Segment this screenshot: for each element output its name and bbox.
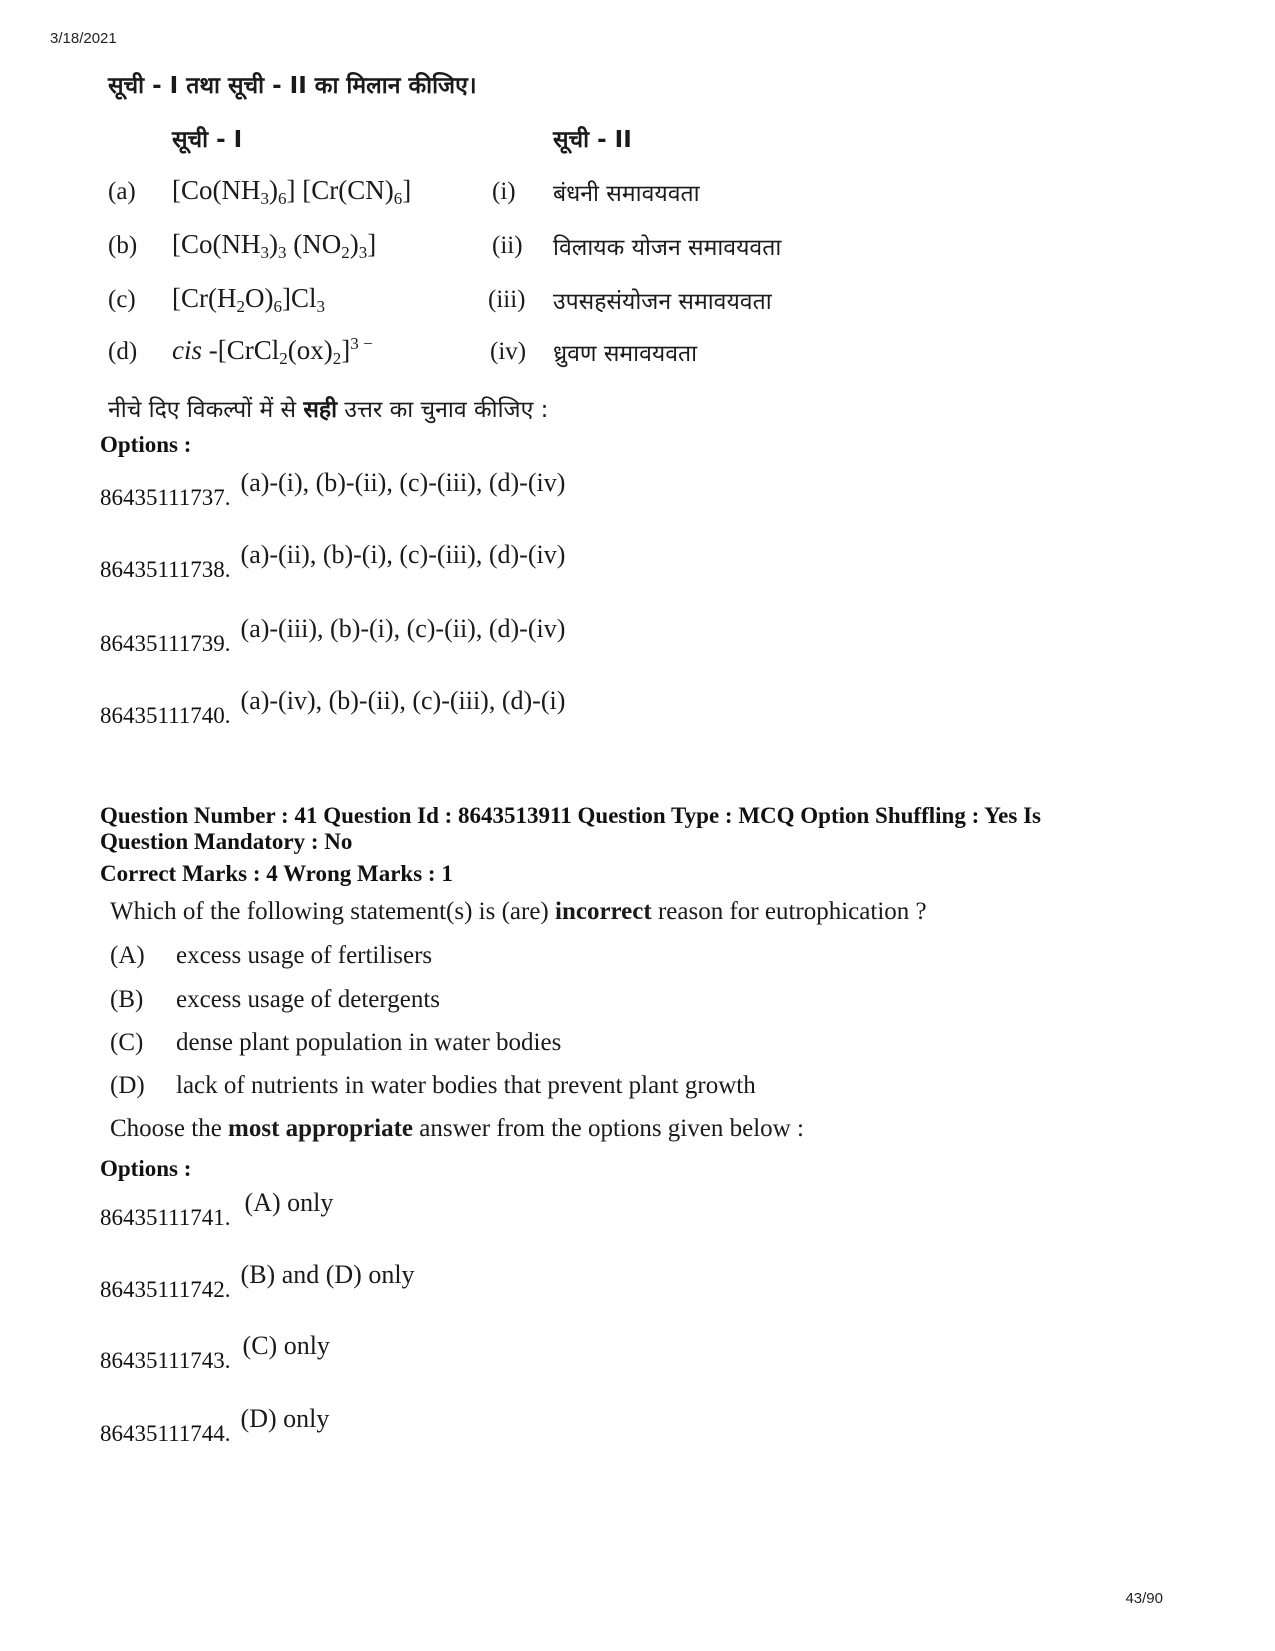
list2-text-iv: ध्रुवण समावयवता: [553, 341, 698, 367]
option-text: (A) only: [244, 1188, 334, 1217]
formula-b: [$Co(NH_3)_3$ $(NO_2)_3$]: [172, 229, 377, 262]
option-row[interactable]: [100, 1260, 415, 1302]
list2-text-i: बंधनी समावयवता: [553, 181, 700, 207]
choose-correct-instruction: नीचे दिए विकल्पों में से सही उत्तर का चुनाव कीजिए :: [108, 397, 549, 423]
option-row[interactable]: [100, 1404, 330, 1446]
option-row[interactable]: [100, 614, 566, 656]
formula-d: cis $-[CrCl_2(ox)_2]^{3 -}$: [172, 334, 373, 368]
option-id: 86435111741.: [100, 1205, 231, 1230]
list2-label-ii: (ii): [492, 232, 523, 259]
list1-label-c: (c): [108, 286, 136, 313]
option-row[interactable]: [100, 1331, 330, 1373]
list1-label-a: (a): [108, 178, 136, 205]
formula-c: $[Cr(H_2O)_6]Cl_3$: [172, 283, 325, 316]
option-row[interactable]: [100, 1188, 334, 1230]
option-row[interactable]: [100, 686, 566, 728]
option-text: (D) only: [240, 1404, 330, 1433]
option-text: (a)-(iv), (b)-(ii), (c)-(iii), (d)-(i): [240, 686, 566, 715]
option-row[interactable]: [100, 468, 566, 510]
list2-text-ii: विलायक योजन समावयवता: [553, 235, 782, 261]
option-id: 86435111739.: [100, 631, 231, 656]
statement-D: (D) lack of nutrients in water bodies that prevent plant growth: [110, 1072, 756, 1099]
option-text: (a)-(i), (b)-(ii), (c)-(iii), (d)-(iv): [240, 468, 566, 497]
list1-heading: सूची - I: [172, 127, 243, 153]
option-id: 86435111738.: [100, 557, 231, 582]
match-instruction: सूची - I तथा सूची - II का मिलान कीजिए।: [108, 73, 477, 99]
list2-label-iv: (iv): [490, 338, 527, 365]
option-text: (C) only: [242, 1331, 330, 1360]
option-text: (B) and (D) only: [240, 1260, 415, 1289]
question-text: Which of the following statement(s) is (are) incorrect reason for eutrophication ?: [110, 898, 927, 925]
page-number: 43/90: [1125, 1590, 1163, 1607]
option-text: (a)-(ii), (b)-(i), (c)-(iii), (d)-(iv): [240, 540, 566, 569]
option-id: 86435111737.: [100, 485, 231, 510]
list1-label-d: (d): [108, 338, 138, 365]
option-id: 86435111743.: [100, 1348, 231, 1373]
option-row[interactable]: [100, 540, 566, 582]
option-id: 86435111744.: [100, 1421, 231, 1446]
option-id: 86435111742.: [100, 1277, 231, 1302]
list2-heading: सूची - II: [553, 127, 632, 153]
print-date: 3/18/2021: [50, 30, 117, 47]
statement-B: (B) excess usage of detergents: [110, 986, 441, 1013]
list2-text-iii: उपसहसंयोजन समावयवता: [553, 289, 772, 315]
list2-label-i: (i): [492, 178, 516, 205]
list1-label-b: (b): [108, 232, 138, 259]
question-meta-line1: Question Number : 41 Question Id : 8643513911 Question Type : MCQ Option Shuffling : Yes Is: [100, 803, 1041, 828]
formula-a: $[Co(NH_3)_6]$ $[Cr(CN)_6]$: [172, 175, 412, 208]
options-label: Options :: [100, 432, 192, 457]
statement-C: (C) dense plant population in water bodies: [110, 1029, 562, 1056]
option-id: 86435111740.: [100, 703, 231, 728]
choose-instruction: Choose the most appropriate answer from the options given below :: [110, 1115, 804, 1142]
option-text: (a)-(iii), (b)-(i), (c)-(ii), (d)-(iv): [240, 614, 566, 643]
question-marks: Correct Marks : 4 Wrong Marks : 1: [100, 861, 453, 886]
options-label: Options :: [100, 1156, 192, 1181]
question-meta-line2: Question Mandatory : No: [100, 829, 353, 854]
list2-label-iii: (iii): [488, 286, 526, 313]
statement-A: (A) excess usage of fertilisers: [110, 942, 433, 969]
